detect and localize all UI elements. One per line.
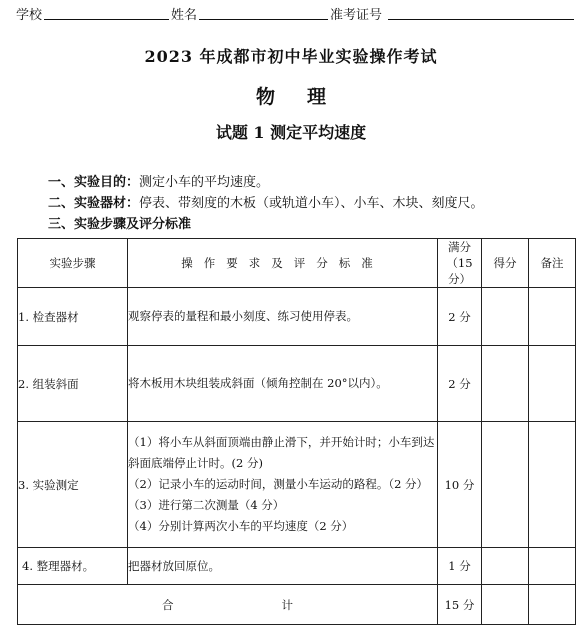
full-score-cell: 2 分 <box>438 346 482 422</box>
table-row <box>18 422 576 548</box>
section-purpose-label: 一、实验目的： <box>48 175 140 190</box>
school-field[interactable] <box>44 19 169 20</box>
table-header-row <box>18 239 576 288</box>
requirement-cell: 观察停表的量程和最小刻度、练习使用停表。 <box>128 288 438 346</box>
total-row <box>18 585 576 625</box>
exam-title: 2023 年成都市初中毕业实验操作考试 <box>144 47 438 66</box>
section-purpose <box>48 172 484 193</box>
requirement-item: （4）分别计算两次小车的平均速度（2 分） <box>128 519 354 533</box>
full-score-cell: 2 分 <box>438 288 482 346</box>
subject-char-1: 物 <box>255 86 275 108</box>
score-cell[interactable] <box>482 346 529 422</box>
ticket-field[interactable] <box>388 19 574 20</box>
step-cell: 3. 实验测定 <box>18 422 128 548</box>
section-steps-label: 三、实验步骤及评分标准 <box>48 217 192 232</box>
header-full-score: 满分 （15 分） <box>438 239 482 288</box>
total-full-cell: 15 分 <box>438 585 482 625</box>
name-label: 姓名 <box>171 8 198 23</box>
note-cell[interactable] <box>529 346 576 422</box>
step-cell: 4. 整理器材。 <box>18 548 128 585</box>
section-equipment-label: 二、实验器材： <box>48 196 140 211</box>
topic-title: 试题 1 测定平均速度 <box>215 123 367 142</box>
score-cell[interactable] <box>482 422 529 548</box>
total-label-cell <box>18 585 438 625</box>
name-field[interactable] <box>199 19 328 20</box>
section-equipment-text: 停表、带刻度的木板（或轨道小车）、小车、木块、刻度尺。 <box>139 196 484 211</box>
note-cell[interactable] <box>529 288 576 346</box>
sections <box>48 172 484 235</box>
table-row <box>18 288 576 346</box>
requirement-item: （3）进行第二次测量（4 分） <box>128 498 285 512</box>
ticket-label: 准考证号 <box>330 8 383 23</box>
total-label-1: 合 <box>162 597 174 612</box>
header-step: 实验步骤 <box>18 239 128 288</box>
requirement-item: （2）记录小车的运动时间，测量小车运动的路程。（2 分） <box>128 477 429 491</box>
candidate-info-line <box>0 2 582 24</box>
subject-char-2: 理 <box>307 86 327 108</box>
step-cell: 2. 组装斜面 <box>18 346 128 422</box>
score-cell[interactable] <box>482 288 529 346</box>
subject-title <box>0 82 582 109</box>
note-cell[interactable] <box>529 548 576 585</box>
section-steps <box>48 214 484 235</box>
full-score-cell: 10 分 <box>438 422 482 548</box>
section-purpose-text: 测定小车的平均速度。 <box>139 175 270 190</box>
section-equipment <box>48 193 484 214</box>
note-cell[interactable] <box>529 422 576 548</box>
total-label-2: 计 <box>281 597 293 612</box>
school-label: 学校 <box>16 8 43 23</box>
step-cell: 1. 检查器材 <box>18 288 128 346</box>
table-row <box>18 346 576 422</box>
requirement-cell: 把器材放回原位。 <box>128 548 438 585</box>
header-requirement: 操作要求及评分标准 <box>128 239 438 288</box>
header-note: 备注 <box>529 239 576 288</box>
table-row <box>18 548 576 585</box>
grading-table <box>17 238 576 625</box>
total-score-cell[interactable] <box>482 585 529 625</box>
requirement-item: （1）将小车从斜面顶端由静止滑下，并开始计时；小车到达斜面底端停止计时。(2 分) <box>128 435 435 470</box>
full-score-cell: 1 分 <box>438 548 482 585</box>
header-score: 得分 <box>482 239 529 288</box>
total-note-cell[interactable] <box>529 585 576 625</box>
requirement-cell: 将木板用木块组装成斜面（倾角控制在 20°以内）。 <box>128 346 438 422</box>
requirement-cell <box>128 422 438 548</box>
score-cell[interactable] <box>482 548 529 585</box>
